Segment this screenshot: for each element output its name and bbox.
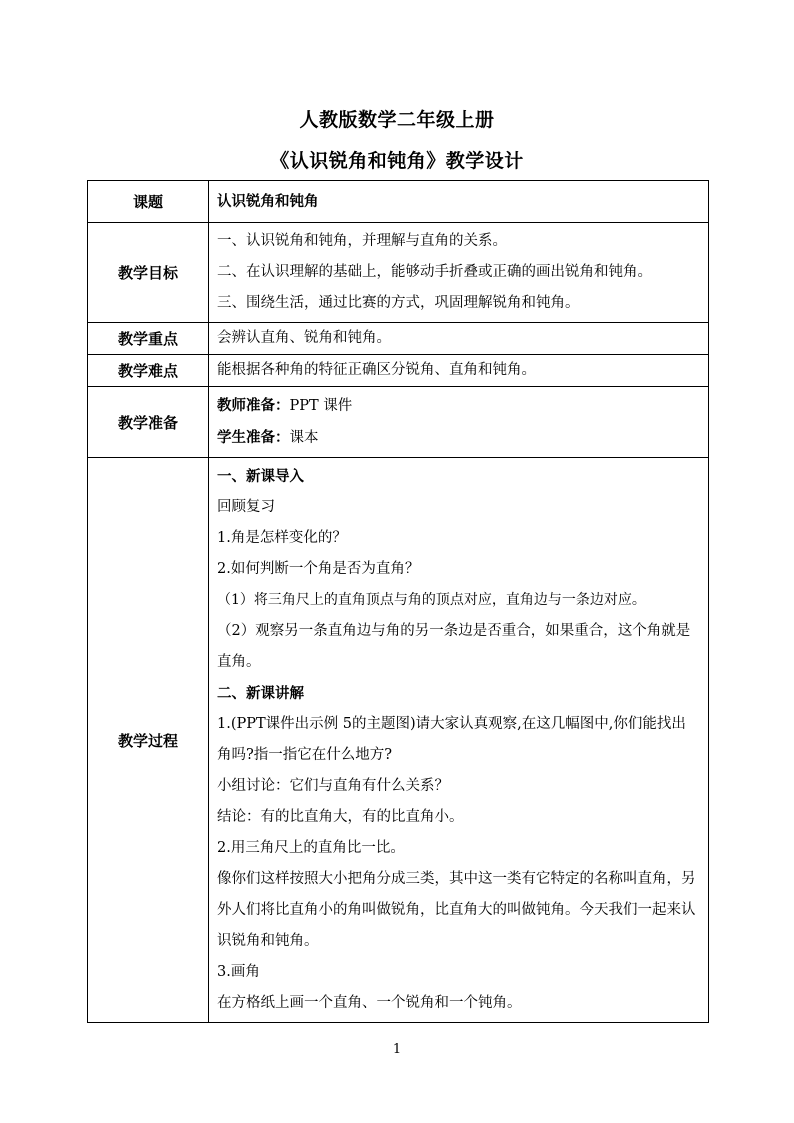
- goals-label: 教学目标: [88, 223, 209, 323]
- table-row-preparation: [88, 387, 709, 458]
- goal-line: 一、认识锐角和钝角，并理解与直角的关系。: [217, 233, 507, 249]
- process-line: （1）将三角尺上的直角顶点与角的顶点对应，直角边与一条边对应。: [217, 592, 646, 608]
- topic-value: 认识锐角和钝角: [217, 193, 319, 210]
- student-prep-label: 学生准备：: [217, 429, 290, 446]
- table-row-goals: [88, 223, 709, 323]
- difficulties-label: 教学难点: [88, 355, 209, 387]
- lesson-plan-table: [87, 180, 709, 1023]
- goal-line: 三、围绕生活，通过比赛的方式，巩固理解锐角和钝角。: [217, 295, 580, 311]
- table-row-topic: [88, 181, 709, 223]
- process-line: 1.(PPT课件出示例 5的主题图)请大家认真观察,在这几幅图中,你们能找出角吗?指一指它在什么地方?: [217, 716, 686, 763]
- student-prep-value: 课本: [289, 430, 319, 446]
- table-row-difficulties: [88, 355, 709, 387]
- process-line: 小组讨论：它们与直角有什么关系？: [217, 778, 449, 794]
- section-heading: 二、新课讲解: [217, 685, 304, 702]
- preparation-label: 教学准备: [88, 387, 209, 458]
- process-line: 2.如何判断一个角是否为直角？: [217, 561, 420, 577]
- teacher-prep-label: 教师准备：: [217, 397, 290, 414]
- table-row-process: [88, 458, 709, 1023]
- process-line: （2）观察另一条直角边与角的另一条边是否重合，如果重合，这个角就是直角。: [217, 623, 691, 670]
- teacher-prep-value: PPT 课件: [289, 398, 353, 414]
- section-heading: 一、新课导入: [217, 468, 304, 485]
- goal-line: 二、在认识理解的基础上，能够动手折叠或正确的画出锐角和钝角。: [217, 264, 652, 280]
- table-row-key-points: [88, 323, 709, 355]
- process-line: 3.画角: [217, 964, 260, 980]
- process-line: 结论：有的比直角大，有的比直角小。: [217, 809, 464, 825]
- topic-label: 课题: [88, 181, 209, 223]
- process-line: 在方格纸上画一个直角、一个锐角和一个钝角。: [217, 995, 522, 1011]
- process-line: 像你们这样按照大小把角分成三类，其中这一类有它特定的名称叫直角，另外人们将比直角小的角叫做锐角，比直角大的叫做钝角。今天我们一起来认识锐角和钝角。: [217, 871, 696, 949]
- process-line: 2.用三角尺上的直角比一比。: [217, 840, 405, 856]
- process-line: 1.角是怎样变化的？: [217, 530, 347, 546]
- difficulties-value: 能根据各种角的特征正确区分锐角、直角和钝角。: [217, 362, 536, 378]
- document-subtitle: 《认识锐角和钝角》教学设计: [270, 150, 524, 172]
- process-line: 回顾复习: [217, 499, 275, 515]
- key-points-label: 教学重点: [88, 323, 209, 355]
- document-title: 人教版数学二年级上册: [299, 109, 495, 131]
- page-number: 1: [392, 1042, 402, 1057]
- process-label: 教学过程: [88, 458, 209, 1023]
- key-points-value: 会辨认直角、锐角和钝角。: [217, 330, 391, 346]
